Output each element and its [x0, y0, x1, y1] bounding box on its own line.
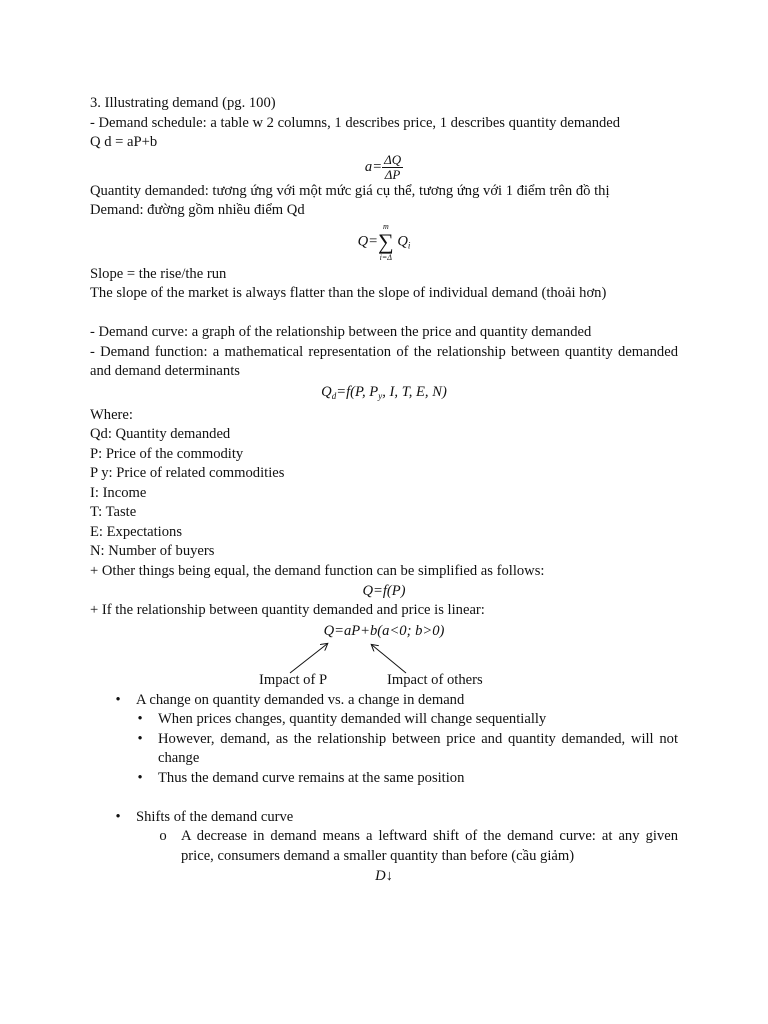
spacer — [90, 788, 678, 808]
document-body — [90, 94, 678, 886]
bullet-dot-icon: • — [137, 711, 143, 728]
demand-decrease-symbol: D↓ — [375, 868, 393, 885]
summation-formula: Q= m ∑ i=Δ $Q_i$ — [357, 221, 411, 262]
impact-others-arrow — [372, 645, 406, 673]
bullet-dot-icon: • — [137, 769, 143, 786]
impact-of-others-label: Impact of others — [387, 671, 483, 688]
linear-form-formula: Q=aP+b(a<0; b>0) — [323, 622, 445, 639]
definition-item: T: Taste — [90, 504, 137, 521]
slope-definition: Slope = the rise/the run — [90, 265, 227, 282]
demand-definition: Demand: đường gồm nhiều điểm Qd — [90, 202, 305, 218]
section-heading: 3. Illustrating demand (pg. 100) — [90, 95, 276, 111]
demand-schedule-text: - Demand schedule: a table w 2 columns, 1 describes price, 1 describes quantity demanded — [90, 114, 621, 131]
definition-item: P: Price of the commodity — [90, 445, 244, 462]
sub-bullet-item: • Thus the demand curve remains at the same position — [90, 769, 678, 789]
spacer — [90, 304, 678, 324]
simplify-note: + Other things being equal, the demand function can be simplified as follows: — [90, 562, 545, 579]
definition-item: N: Number of buyers — [90, 543, 215, 560]
impact-p-arrow — [290, 644, 327, 673]
slope-formula: a= $\frac{\Delta Q}{\Delta P}$ — [364, 151, 402, 182]
impact-annotation — [90, 641, 678, 691]
bullet-dot-icon: • — [115, 808, 121, 825]
simple-function-formula: Q=f(P) — [362, 583, 406, 600]
bullet-dot-icon: • — [137, 730, 143, 747]
bullet-item: • Shifts of the demand curve — [90, 808, 678, 828]
definition-item: E: Expectations — [90, 523, 182, 540]
demand-curve-definition: - Demand curve: a graph of the relationship between the price and quantity demanded — [90, 324, 592, 341]
definition-item: P y: Price of related commodities — [90, 465, 285, 482]
sub-bullet-item: • When prices changes, quantity demanded will change sequentially — [90, 710, 678, 730]
linear-note: + If the relationship between quantity demanded and price is linear: — [90, 602, 485, 619]
sub-bullet-item: o A decrease in demand means a leftward shift of the demand curve: at any given price, consumers demand a smaller quantity than before (cầu giảm) — [90, 827, 678, 866]
hollow-bullet-icon: o — [159, 828, 167, 845]
bullet-item: • A change on quantity demanded vs. a change in demand — [90, 691, 678, 711]
bullet-dot-icon: • — [115, 691, 121, 708]
where-label: Where: — [90, 406, 133, 423]
sub-bullet-item: • However, demand, as the relationship between price and quantity demanded, will not change — [90, 730, 678, 769]
demand-function-formula: $Q_d=f(P$, $P_y$, I, T, E, N) — [321, 383, 447, 401]
market-slope-note: The slope of the market is always flatter than the slope of individual demand (thoải hơn) — [90, 285, 607, 302]
impact-arrows — [90, 641, 678, 691]
linear-equation-text: Q d = aP+b — [90, 134, 158, 150]
definition-item: Qd: Quantity demanded — [90, 426, 231, 443]
impact-of-p-label: Impact of P — [259, 671, 328, 688]
definition-item: I: Income — [90, 484, 147, 501]
quantity-demanded-definition: Quantity demanded: tương ứng với một mức giá cụ thể, tương ứng với 1 điểm trên đồ thị — [90, 182, 610, 199]
demand-function-definition: - Demand function: a mathematical representation of the relationship between quantity demanded and demand determinants — [90, 343, 678, 380]
